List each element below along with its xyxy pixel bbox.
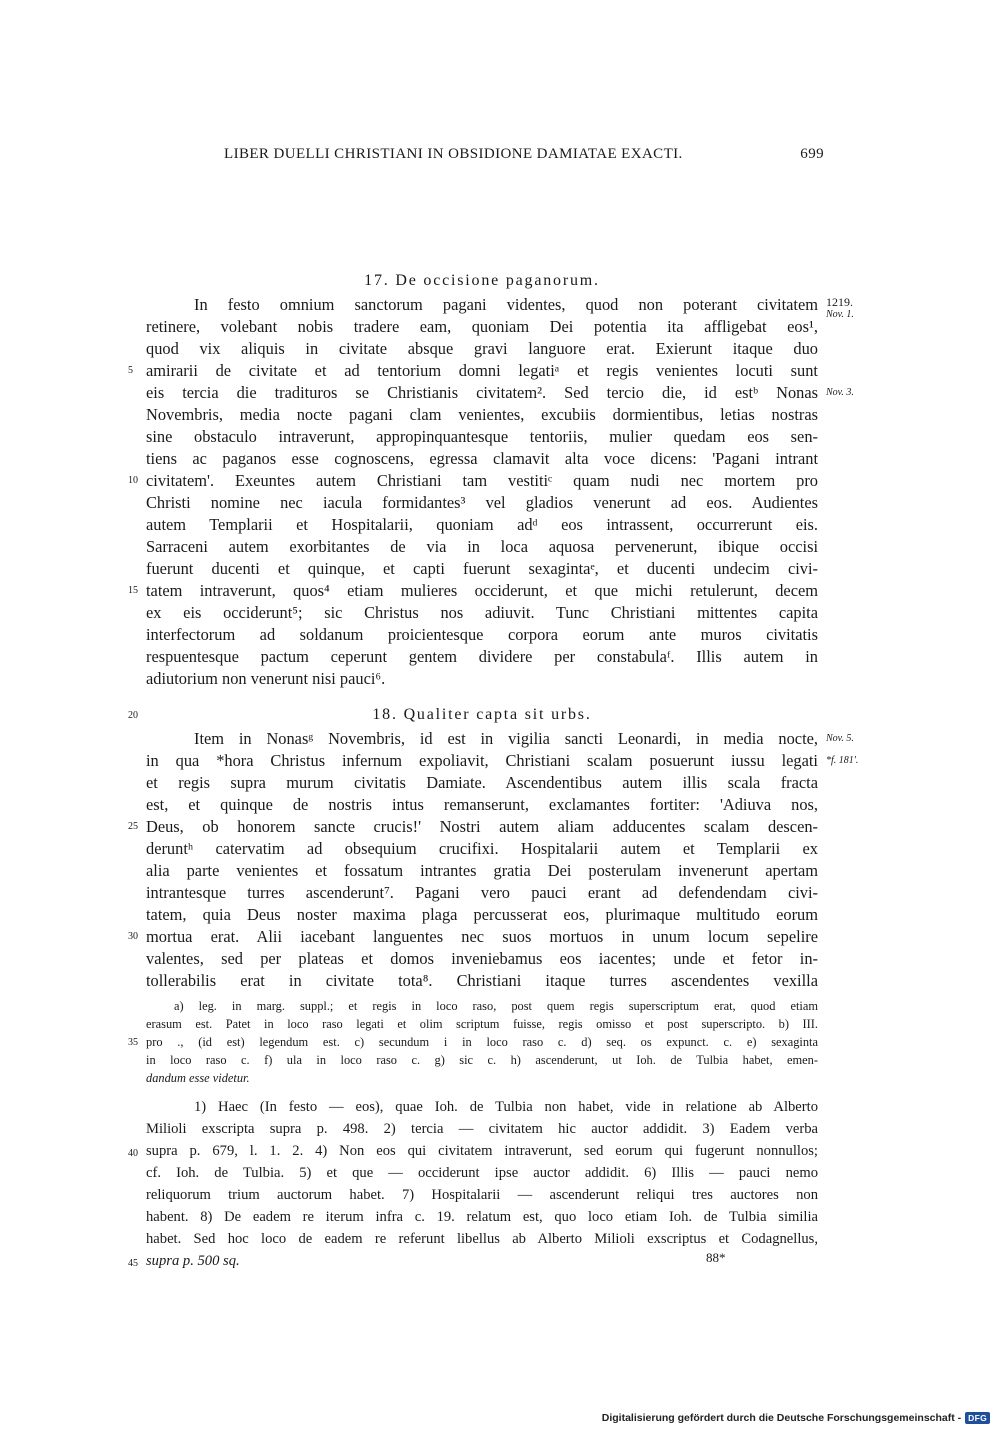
- text-line: civitatem'. Exeuntes autem Christiani tam vestitiᶜ quam nudi nec mortem pro: [146, 471, 818, 490]
- line-number: 45: [128, 1258, 138, 1269]
- critical-note: pro ., (id est) legendum est. c) secundum i in loco raso c. d) seq. os expunct. c. e) sexaginta: [146, 1035, 818, 1049]
- chapter-17-heading: 17. De occisione paganorum.: [364, 272, 600, 289]
- line-number: 25: [128, 821, 138, 832]
- text-line: Deus, ob honorem sancte crucis!' Nostri autem aliam adducentes scalam descen-: [146, 817, 818, 836]
- text-line: alia parte venientes et fossatum intrantes gratia Dei posterulam invenerunt apertam: [146, 861, 818, 880]
- line-number: 40: [128, 1148, 138, 1159]
- footer-text: Digitalisierung gefördert durch die Deutsche Forschungsgemeinschaft -: [601, 1412, 962, 1424]
- text-line: intrantesque turres ascenderunt⁷. Pagani vero pauci erant ad defendendam civi-: [146, 883, 818, 902]
- line-number: 35: [128, 1037, 138, 1048]
- text-line: fuerunt ducenti et quinque, et capti fuerunt sexagintaᵉ, et ducenti undecim civi-: [146, 559, 818, 578]
- text-line: respuentesque pactum ceperunt gentem dividere per constabulaᶠ. Illis autem in: [146, 647, 818, 666]
- margin-folio: *f. 181'.: [826, 755, 859, 766]
- signature-mark: 88*: [706, 1250, 726, 1265]
- text-line: tiens ac paganos esse cognoscens, egressa clamavit alta voce dicens: 'Pagani intrant: [146, 449, 818, 468]
- text-line: In festo omnium sanctorum pagani videntes, quod non poterant civitatem: [194, 295, 818, 314]
- text-line: sine obstaculo intraverunt, appropinquantesque tentoriis, mulier quedam eos sen-: [146, 427, 818, 446]
- footnote-line: supra p. 500 sq.: [146, 1253, 240, 1269]
- running-head-title: LIBER DUELLI CHRISTIANI IN OBSIDIONE DAMIATAE EXACTI.: [224, 146, 683, 162]
- text-line: Item in Nonasᵍ Novembris, id est in vigilia sancti Leonardi, in media nocte,: [194, 729, 818, 748]
- critical-note: erasum est. Patet in loco raso legati et olim scriptum fuisse, regis omisso et post superscripto. b) III.: [146, 1017, 818, 1031]
- text-line: mortua erat. Alii iacebant languentes nec suos mortuos in unum locum sepelire: [146, 927, 818, 946]
- footnote-line: 1) Haec (In festo — eos), quae Ioh. de Tulbia non habet, vide in relatione ab Alberto: [194, 1099, 818, 1115]
- line-number: 15: [128, 585, 138, 596]
- text-line: Sarraceni autem exorbitantes de via in loca aquosa pervenerunt, ibique occisi: [146, 537, 818, 556]
- text-line: est, et quinque de nostris intus remanserunt, exclamantes fortiter: 'Adiuva nos,: [146, 795, 818, 814]
- text-line: Christi nomine nec iacula formidantes³ vel gladios venerunt ad eos. Audientes: [146, 493, 818, 512]
- text-line: tollerabilis erat in civitate tota⁸. Christiani itaque turres ascendentes vexilla: [146, 971, 818, 990]
- footnote-line: habent. 8) De eadem re iterum infra c. 19. relatum est, quo loco etiam Ioh. de Tulbia similia: [146, 1209, 818, 1225]
- margin-date: Nov. 5.: [826, 733, 854, 744]
- text-line: in qua *hora Christus infernum expoliavit, Christiani scalam posuerunt iussu legati: [146, 751, 818, 770]
- text-line: amirarii de civitate et ad tentorium domni legatiᵃ et regis venientes locuti sunt: [146, 361, 818, 380]
- footnote-line: Milioli exscripta supra p. 498. 2) tercia — civitatem hic auctor addidit. 3) Eadem verba: [146, 1121, 818, 1137]
- text-line: Novembris, media nocte pagani clam venientes, excubiis dormientibus, letias nostras: [146, 405, 818, 424]
- text-line: valentes, sed per plateas et domos inveniebamus eos iacentes; unde et fetor in-: [146, 949, 818, 968]
- margin-date: Nov. 3.: [826, 387, 854, 398]
- dfg-logo-icon: DFG: [965, 1412, 990, 1424]
- text-line: et regis supra murum civitatis Damiate. Ascendentibus autem illis scala fracta: [146, 773, 818, 792]
- footnote-line: reliquorum trium auctorum habet. 7) Hospitalarii — ascenderunt reliqui tres auctores non: [146, 1187, 818, 1203]
- line-number: 30: [128, 931, 138, 942]
- text-line: adiutorium non venerunt nisi pauci⁶.: [146, 669, 386, 688]
- text-line: eis tercia die tradituros se Christianis civitatem². Sed tercio die, id estᵇ Nonas: [146, 383, 818, 402]
- footnote-line: habet. Sed hoc loco de eadem re referunt libellus ab Alberto Milioli exscriptus et Codagnellus,: [146, 1231, 818, 1247]
- text-line: tatem, quia Deus noster maxima plaga percusserat eos, plurimaque multitudo eorum: [146, 905, 818, 924]
- page-number: 699: [800, 146, 824, 162]
- critical-note: a) leg. in marg. suppl.; et regis in loco raso, post quem regis superscriptum erat, quod etiam: [174, 999, 818, 1013]
- chapter-18-heading: 18. Qualiter capta sit urbs.: [372, 706, 592, 723]
- margin-date: Nov. 1.: [826, 309, 854, 320]
- line-number: 20: [128, 710, 138, 721]
- text-line: interfectorum ad soldanum proicientesque corpora eorum ante muros civitatis: [146, 625, 818, 644]
- margin-year: 1219.: [826, 295, 853, 309]
- footnote-line: cf. Ioh. de Tulbia. 5) et que — occiderunt ipse auctor addidit. 6) Illis — pauci nemo: [146, 1165, 818, 1181]
- text-line: quod vix aliquis in civitate absque gravi languore erat. Exierunt itaque duo: [146, 339, 818, 358]
- text-line: deruntʰ catervatim ad obsequium crucifixi. Hospitalarii autem et Templarii ex: [146, 839, 818, 858]
- footnote-line: supra p. 679, l. 1. 2. 4) Non eos qui civitatem intraverunt, sed eorum qui fugerunt nonnullos;: [146, 1143, 818, 1159]
- text-line: tatem intraverunt, quos⁴ etiam mulieres occiderunt, et que michi retulerunt, decem: [146, 581, 818, 600]
- line-number: 5: [128, 365, 133, 376]
- line-number: 10: [128, 475, 138, 486]
- text-line: ex eis occiderunt⁵; sic Christus nos adiuvit. Tunc Christiani mittentes capita: [146, 603, 818, 622]
- text-line: autem Templarii et Hospitalarii, quoniam adᵈ eos intrassent, occurrerunt eis.: [146, 515, 818, 534]
- critical-note: dandum esse videtur.: [146, 1071, 250, 1085]
- critical-note: in loco raso c. f) ula in loco raso c. g) sic c. h) ascenderunt, ut Ioh. de Tulbia habet, emen-: [146, 1053, 818, 1067]
- digitization-footer: [602, 1410, 990, 1426]
- text-line: retinere, volebant nobis tradere eam, quoniam Dei potentia ita affligebat eos¹,: [146, 317, 818, 336]
